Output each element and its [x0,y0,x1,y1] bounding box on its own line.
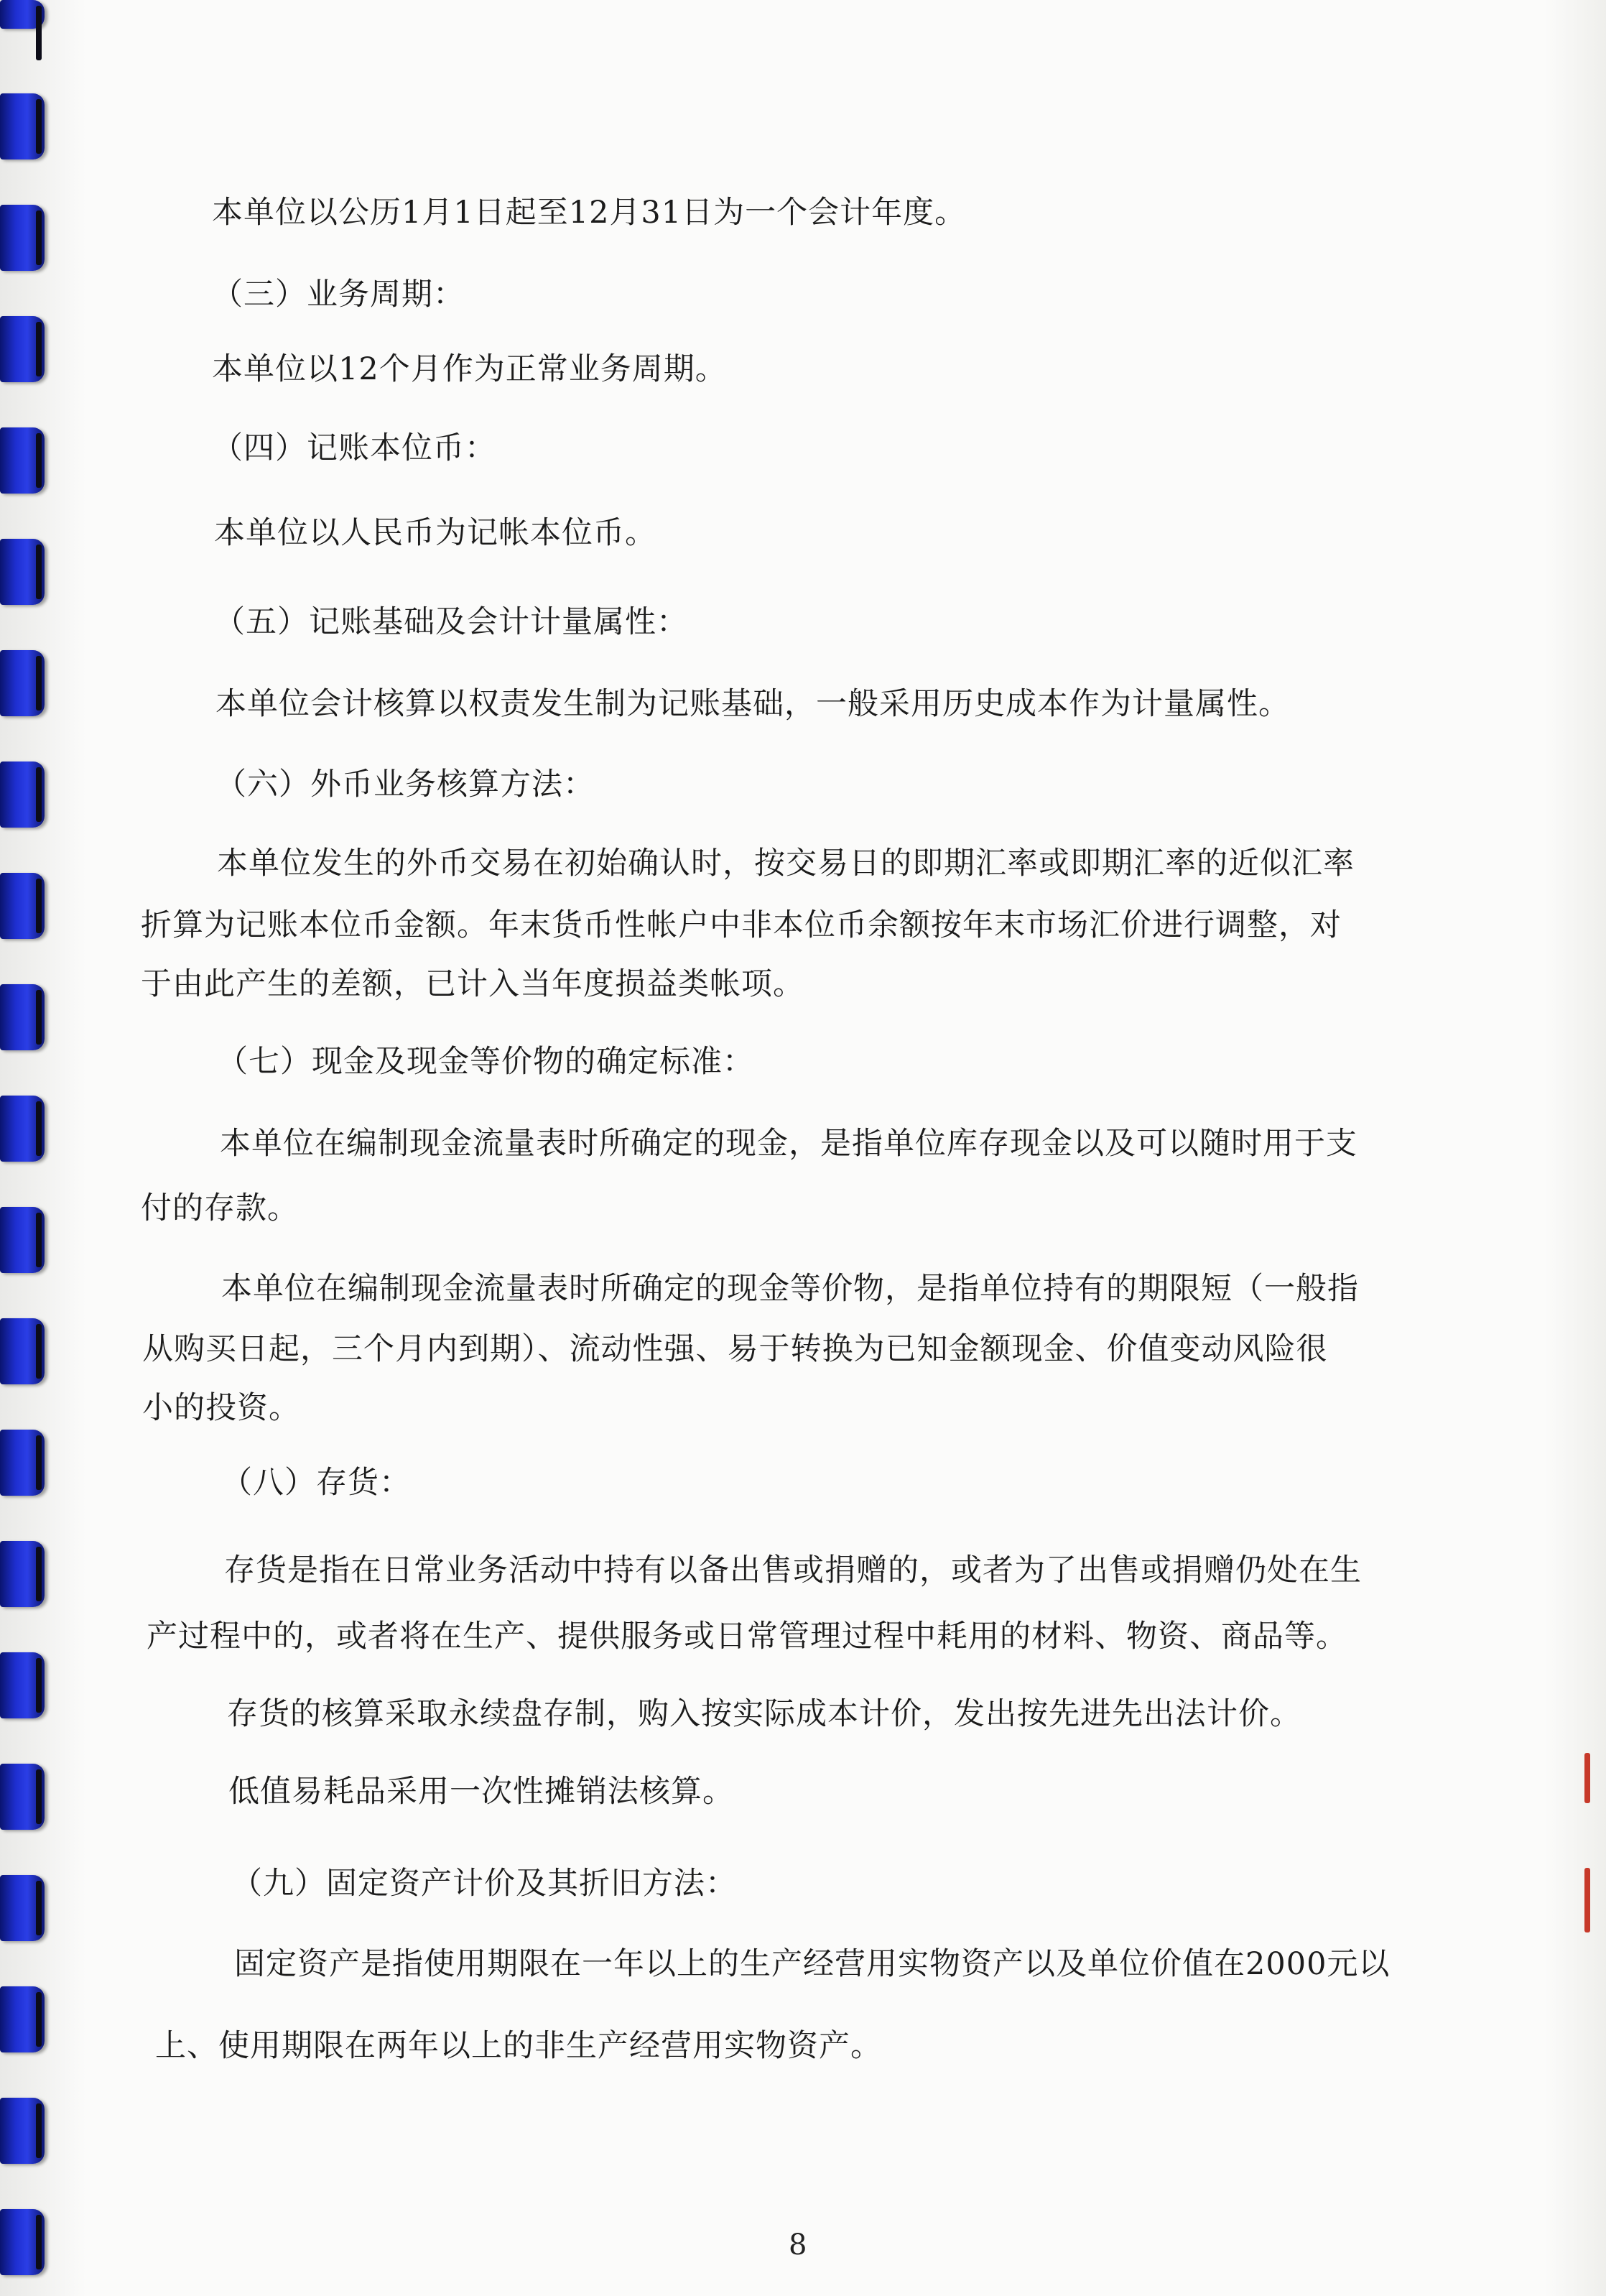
section-heading: （六）外币业务核算方法： [215,767,595,802]
section-heading: （三）业务周期： [212,277,465,313]
section-heading: （七）现金及现金等价物的确定标准： [217,1044,754,1080]
binding-ring [0,762,45,828]
binding-ring [0,205,45,271]
paragraph-line: 本单位会计核算以权责发生制为记账基础，一般采用历史成本作为计量属性。 [215,686,1290,722]
paragraph-line: 低值易耗品采用一次性摊销法核算。 [228,1774,734,1810]
binding-ring [0,2098,45,2164]
paragraph-line: 本单位在编制现金流量表时所确定的现金等价物，是指单位持有的期限短（一般指 [221,1271,1359,1307]
binding-ring [0,427,45,494]
binding-ring [0,93,45,159]
binding-ring [0,0,45,29]
binding-ring [0,1541,45,1607]
paragraph-line: 本单位以12个月作为正常业务周期。 [212,351,727,387]
section-heading: （四）记账本位币： [212,430,496,466]
paragraph-line: 本单位在编制现金流量表时所确定的现金，是指单位库存现金以及可以随时用于支 [220,1126,1357,1162]
paragraph-line: 小的投资。 [142,1390,300,1426]
section-heading: （五）记账基础及会计计量属性： [214,604,688,640]
binding-ring [0,1652,45,1718]
binding-ring [0,2209,45,2275]
binding-ring [0,984,45,1050]
paragraph-line: 于由此产生的差额，已计入当年度损益类帐项。 [141,966,804,1002]
binding-ring [0,316,45,382]
binding-ring [0,1096,45,1162]
binding-ring [0,1430,45,1496]
paragraph-line: 本单位发生的外币交易在初始确认时，按交易日的即期汇率或即期汇率的近似汇率 [217,846,1355,881]
edge-stain [1584,1753,1590,1803]
binding-ring [0,539,45,605]
binding-ring [0,1875,45,1941]
paragraph-line: 产过程中的，或者将在生产、提供服务或日常管理过程中耗用的材料、物资、商品等。 [147,1619,1347,1654]
paragraph-line: 本单位以公历1月1日起至12月31日为一个会计年度。 [212,195,967,231]
section-heading: （八）存货： [221,1465,411,1501]
paragraph-line: 存货的核算采取永续盘存制，购入按实际成本计价，发出按先进先出法计价。 [227,1696,1301,1732]
binding-ring [0,650,45,716]
paragraph-line: 固定资产是指使用期限在一年以上的生产经营用实物资产以及单位价值在2000元以 [234,1946,1391,1982]
section-heading: （九）固定资产计价及其折旧方法： [231,1866,737,1902]
page-number: 8 [789,2228,807,2262]
binding-ring [0,1764,45,1830]
binding-ring [0,1318,45,1384]
binding-ring [0,1207,45,1273]
paragraph-line: 折算为记账本位币金额。年末货币性帐户中非本位币余额按年末市场汇价进行调整，对 [141,907,1342,943]
paragraph-line: 上、使用期限在两年以上的非生产经营用实物资产。 [155,2028,882,2064]
binding-ring [0,1986,45,2052]
paragraph-line: 存货是指在日常业务活动中持有以备出售或捐赠的，或者为了出售或捐赠仍处在生 [224,1552,1362,1588]
paragraph-line: 付的存款。 [141,1190,299,1226]
paragraph-line: 本单位以人民币为记帐本位币。 [214,515,656,551]
spiral-binding [0,0,57,2296]
edge-stain [1584,1868,1590,1932]
paragraph-line: 从购买日起，三个月内到期）、流动性强、易于转换为已知金额现金、价值变动风险很 [142,1331,1328,1367]
binding-ring [0,873,45,939]
